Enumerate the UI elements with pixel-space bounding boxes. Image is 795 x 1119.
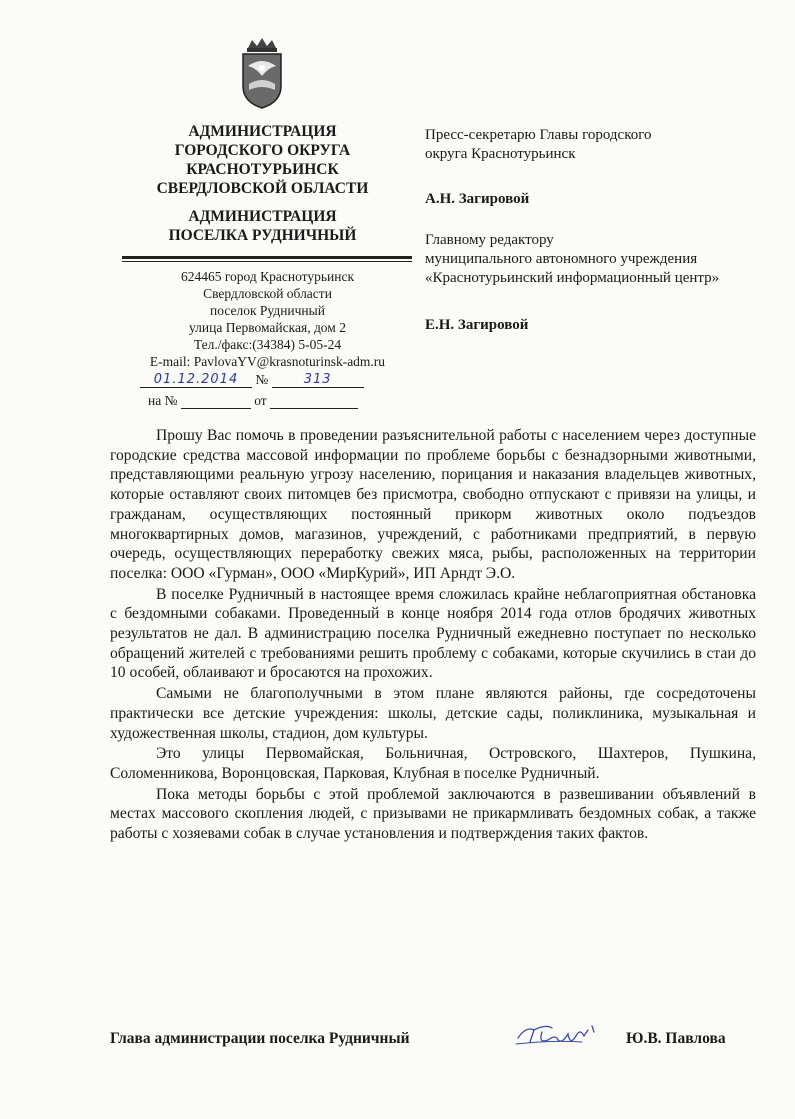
handwritten-date: 01.12.2014 xyxy=(153,372,239,387)
addressee-1-position xyxy=(425,126,785,164)
org-name-settlement xyxy=(140,207,385,245)
ref-date-field xyxy=(270,394,358,409)
body-paragraph: В поселке Рудничный в настоящее время сложилась крайне неблагоприятная обстановка с бездомными собаками. Проведенный в конце ноября 2014 года отлов бродячих животных результатов не дал. В администрацию поселка Рудничный ежедневно поступает по несколько обращений жителей с требованиями решить проблему с собаками, которые скучились в стаи до 10 особей, облаивают и бросаются на прохожих. xyxy=(110,585,756,682)
addressee-line: «Краснотурьинский информационный центр» xyxy=(425,270,720,286)
ref-from-label: от xyxy=(254,393,267,408)
addressee-2-position xyxy=(425,231,785,288)
coat-of-arms-emblem xyxy=(238,38,286,110)
outgoing-reference xyxy=(140,371,385,388)
handwritten-signature xyxy=(512,1018,604,1054)
address-line: E-mail: PavlovaYV@krasnoturinsk-adm.ru xyxy=(149,354,386,369)
date-field xyxy=(140,373,252,388)
address-line: поселок Рудничный xyxy=(210,303,325,318)
addressee-line: Главному редактору xyxy=(425,232,554,248)
body-paragraph: Самыми не благополучными в этом плане являются районы, где сосредоточены практически все детские учреждения: школы, детские сады, поликлиника, музыкальная и художественная школы, стадион, дом культуры. xyxy=(110,685,756,742)
org-line: ГОРОДСКОГО ОКРУГА xyxy=(174,142,351,159)
number-field xyxy=(272,373,364,388)
signatory-title: Глава администрации поселка Рудничный xyxy=(110,1030,410,1047)
org-name-city xyxy=(140,122,385,198)
header-divider-thick xyxy=(122,256,412,259)
body-paragraph: Это улицы Первомайская, Больничная, Островского, Шахтеров, Пушкина, Соломенникова, Воронцовская, Парковая, Клубная в поселке Рудничный. xyxy=(110,745,756,782)
org-line: АДМИНИСТРАЦИЯ xyxy=(188,208,337,225)
addressee-line: Пресс-секретарю Главы городского xyxy=(425,127,652,143)
header-divider-thin xyxy=(122,261,412,262)
signatory-name: Ю.В. Павлова xyxy=(626,1030,726,1047)
org-line: ПОСЕЛКА РУДНИЧНЫЙ xyxy=(168,227,357,244)
org-line: СВЕРДЛОВСКОЙ ОБЛАСТИ xyxy=(156,180,369,197)
address-line: Тел./факс:(34384) 5-05-24 xyxy=(193,337,342,352)
ref-number-field xyxy=(181,394,251,409)
handwritten-number: 313 xyxy=(303,372,332,387)
addressee-2-name: Е.Н. Загировой xyxy=(425,317,529,333)
address-line: Свердловской области xyxy=(203,286,332,301)
address-line: улица Первомайская, дом 2 xyxy=(189,320,346,335)
incoming-reference xyxy=(148,392,393,409)
addressee-line: округа Краснотурьинск xyxy=(425,146,576,162)
org-line: КРАСНОТУРЬИНСК xyxy=(186,161,339,178)
addressee-line: муниципального автономного учреждения xyxy=(425,251,698,267)
addressee-1-name: А.Н. Загировой xyxy=(425,191,530,207)
ref-label: на № xyxy=(148,393,178,408)
letter-body xyxy=(110,426,756,844)
address-line: 624465 город Краснотурьинск xyxy=(180,269,355,284)
body-paragraph: Прошу Вас помочь в проведении разъяснительной работы с населением через доступные городские средства массовой информации по проблеме борьбы с безнадзорными животными, представляющими реальную угрозу населению, порицания и наказания владельцев животных, которые оставляют своих питомцев без присмотра, свободно отпускают с привязи на улицы, и гражданам, осуществляющих постоянный прикорм животных около подъездов многоквартирных домов, магазинов, учреждений, с работниками предприятий, в первую очередь, осуществляющих переработку свежих мяса, рыбы, расположенных на территории поселка: ООО «Гурман», ООО «МирКурий», ИП Арндт Э.О. xyxy=(110,427,756,582)
org-line: АДМИНИСТРАЦИЯ xyxy=(188,123,337,140)
address-block xyxy=(130,268,405,370)
number-label: № xyxy=(255,372,269,387)
body-paragraph: Пока методы борьбы с этой проблемой заключаются в развешивании объявлений в местах массового скопления людей, с призывами не прикармливать бездомных собак, а также работы с хозяевами собак в случае установления и подтверждения таких фактов. xyxy=(110,785,756,843)
